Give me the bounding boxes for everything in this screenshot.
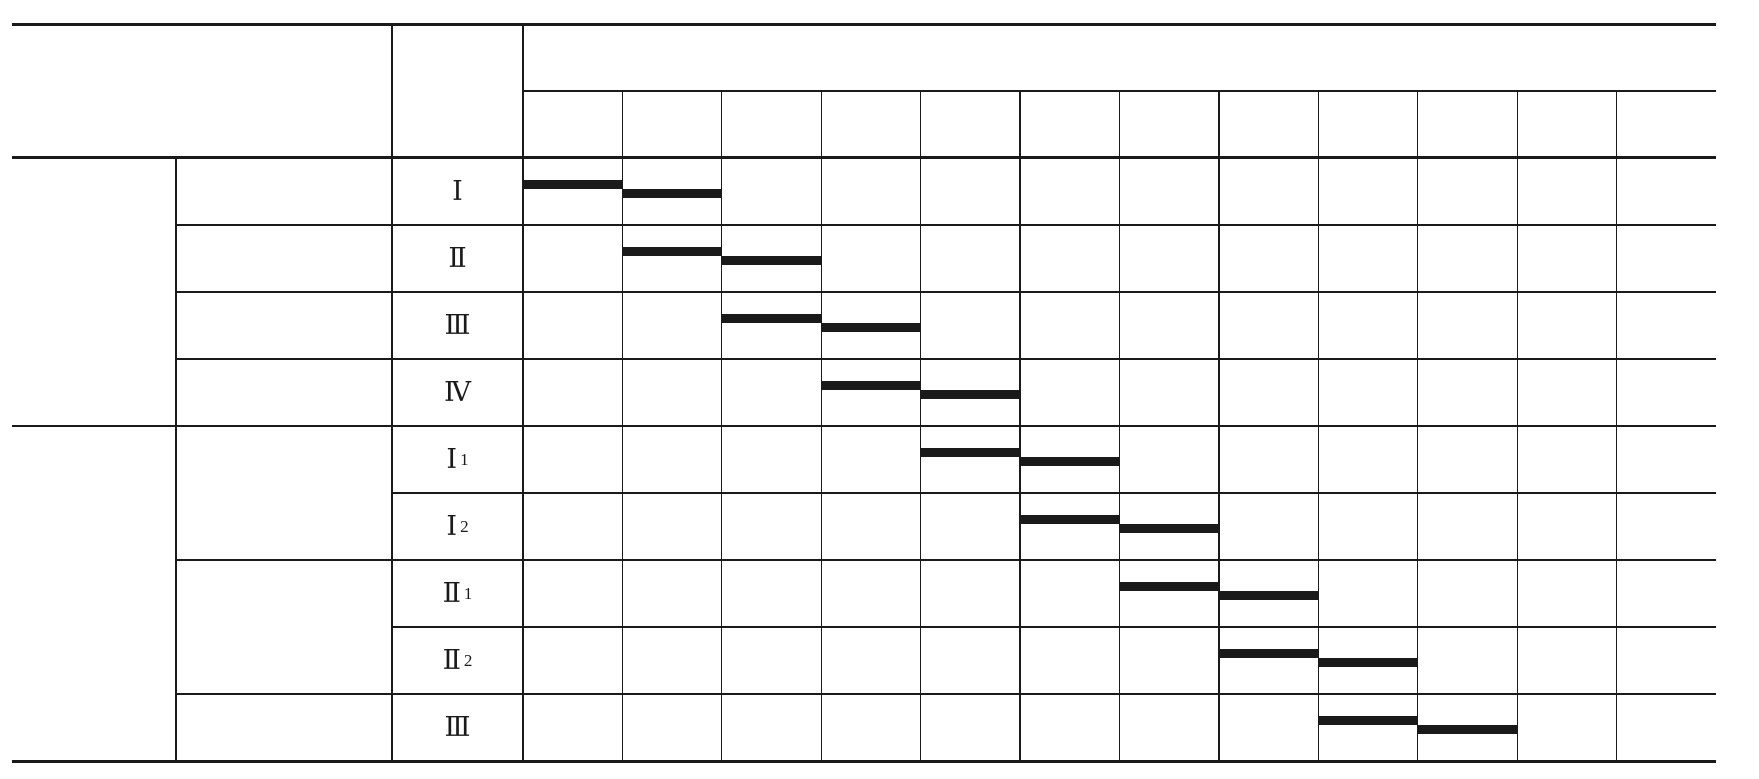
team-label bbox=[392, 694, 523, 761]
group-label bbox=[12, 426, 176, 761]
schedule-bar bbox=[523, 180, 622, 189]
team-numeral: Ⅱ bbox=[442, 645, 461, 675]
schedule-bar bbox=[921, 448, 1020, 457]
week-column-divider bbox=[1616, 91, 1617, 761]
team-label bbox=[392, 359, 523, 426]
schedule-bar bbox=[1318, 716, 1417, 725]
team-subscript: 1 bbox=[460, 449, 469, 469]
schedule-bar bbox=[821, 323, 920, 332]
team-header bbox=[392, 24, 523, 157]
week-header bbox=[1318, 91, 1417, 157]
schedule-bar bbox=[622, 247, 721, 256]
week-header bbox=[622, 91, 721, 157]
schedule-bar bbox=[921, 390, 1020, 399]
week-column-divider bbox=[1019, 91, 1020, 761]
team-numeral: Ⅱ bbox=[442, 578, 461, 608]
schedule-bar bbox=[1120, 582, 1219, 591]
team-subscript: 2 bbox=[463, 650, 473, 670]
week-header bbox=[722, 91, 821, 157]
week-header bbox=[921, 91, 1020, 157]
schedule-bar bbox=[1219, 591, 1318, 600]
schedule-bar bbox=[722, 314, 821, 323]
team-numeral: Ⅰ bbox=[446, 511, 458, 541]
team-numeral: Ⅲ bbox=[444, 310, 471, 340]
process-header bbox=[12, 24, 392, 157]
team-label bbox=[392, 292, 523, 359]
team-label bbox=[392, 493, 523, 560]
week-column-divider bbox=[1218, 91, 1219, 761]
schedule-bar bbox=[1219, 649, 1318, 658]
week-column-divider bbox=[1517, 91, 1518, 761]
team-label bbox=[392, 426, 523, 493]
process-label bbox=[176, 560, 392, 694]
team-numeral: Ⅳ bbox=[444, 377, 471, 407]
team-numeral: Ⅲ bbox=[444, 712, 471, 742]
week-header bbox=[1418, 91, 1517, 157]
week-column-divider bbox=[920, 91, 921, 761]
schedule-bar bbox=[1318, 658, 1417, 667]
process-label bbox=[176, 426, 392, 560]
week-column-divider bbox=[1119, 91, 1120, 761]
team-label bbox=[392, 158, 523, 225]
team-label bbox=[392, 560, 523, 627]
week-header bbox=[1617, 91, 1716, 157]
schedule-bar bbox=[1020, 457, 1119, 466]
team-label bbox=[392, 225, 523, 292]
schedule-bar bbox=[1020, 515, 1119, 524]
team-numeral: Ⅱ bbox=[448, 243, 467, 273]
process-label bbox=[176, 292, 392, 359]
team-numeral: Ⅰ bbox=[452, 176, 463, 206]
process-label bbox=[176, 158, 392, 225]
week-header bbox=[523, 91, 622, 157]
week-header bbox=[1219, 91, 1318, 157]
group-label bbox=[12, 158, 176, 426]
week-header bbox=[1020, 91, 1119, 157]
process-label bbox=[176, 225, 392, 292]
schedule-bar bbox=[821, 381, 920, 390]
schedule-bar bbox=[622, 189, 721, 198]
process-label bbox=[176, 694, 392, 761]
process-label bbox=[176, 359, 392, 426]
schedule-bar bbox=[1418, 725, 1517, 734]
schedule-bar bbox=[1120, 524, 1219, 533]
week-column-divider bbox=[821, 91, 822, 761]
week-header bbox=[1517, 91, 1616, 157]
week-header bbox=[1120, 91, 1219, 157]
team-subscript: 2 bbox=[460, 516, 469, 536]
team-subscript: 1 bbox=[463, 583, 473, 603]
team-numeral: Ⅰ bbox=[446, 444, 458, 474]
team-label bbox=[392, 627, 523, 694]
week-header bbox=[821, 91, 920, 157]
schedule-bar bbox=[722, 256, 821, 265]
schedule-header bbox=[523, 24, 1716, 91]
